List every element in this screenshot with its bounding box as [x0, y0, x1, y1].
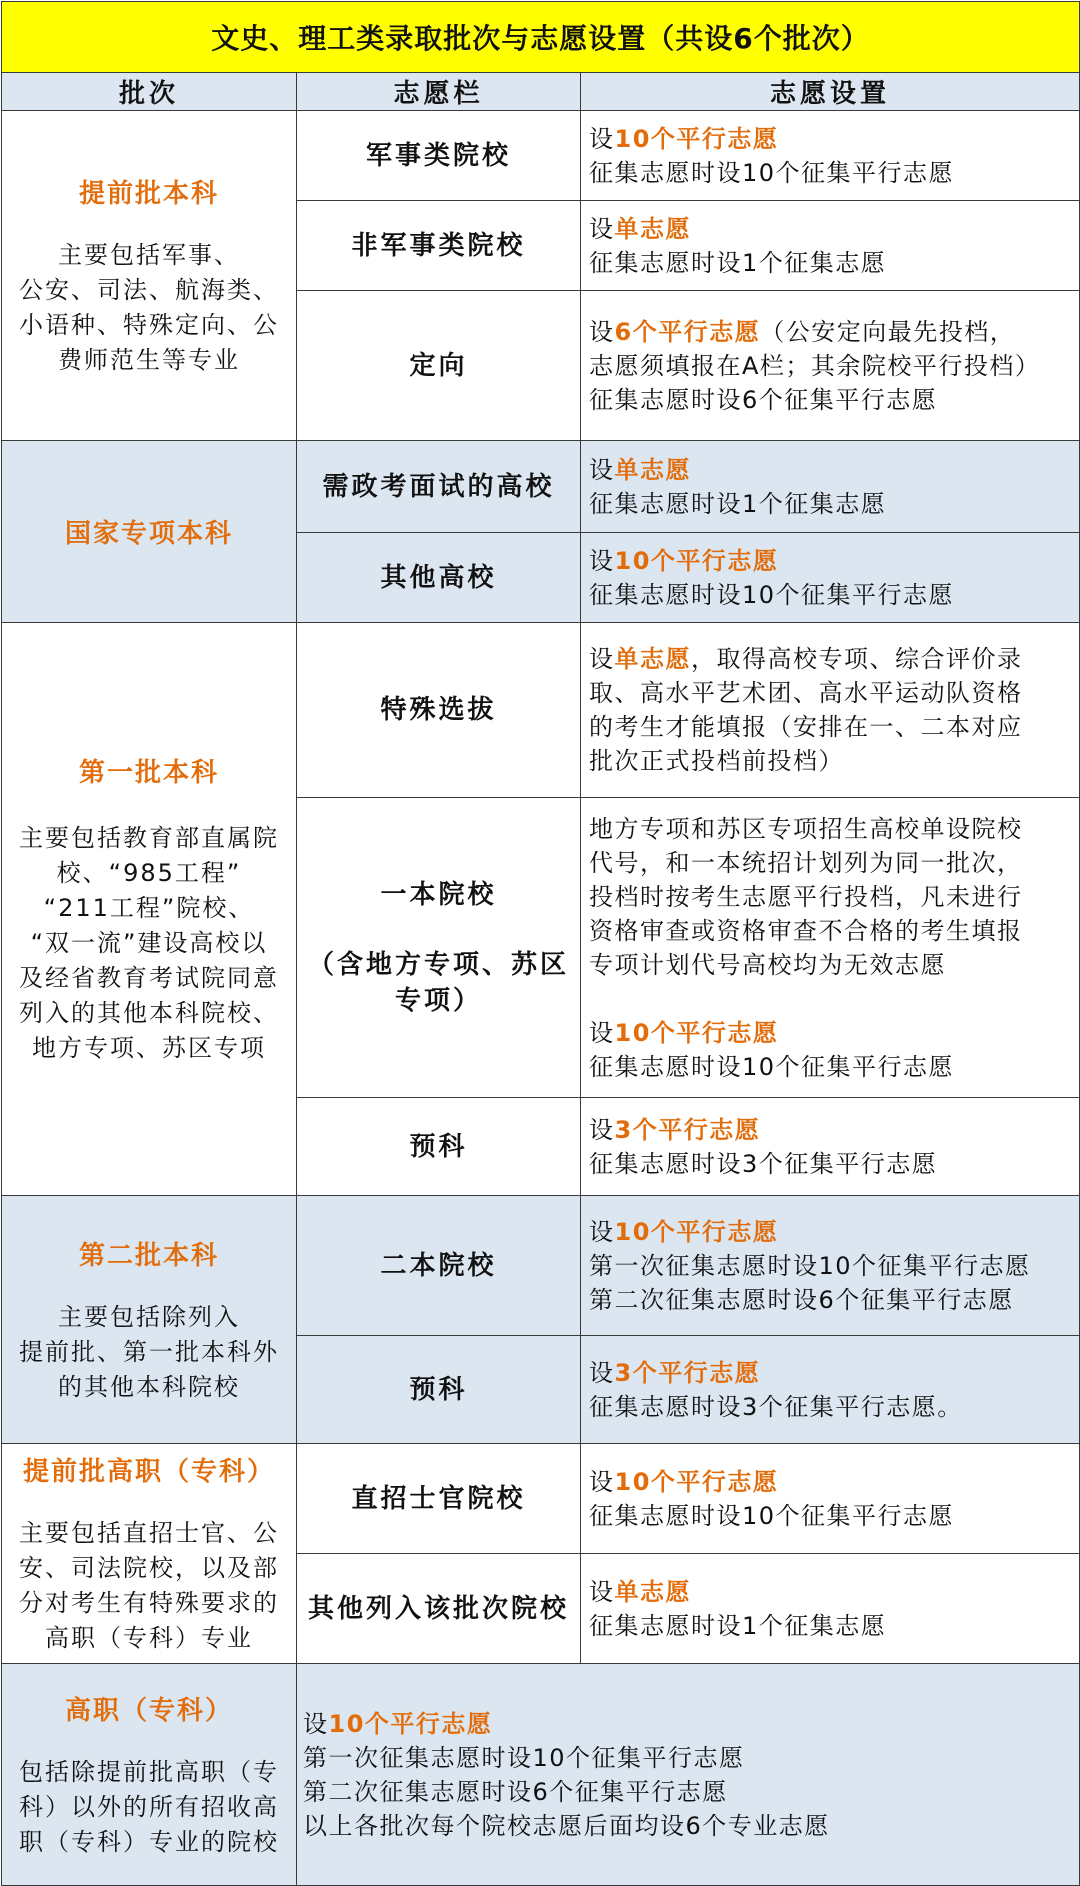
setting-sergeant: 设10个平行志愿 征集志愿时设10个征集平行志愿 [581, 1444, 1080, 1554]
column-erben: 二本院校 [297, 1196, 581, 1336]
batch-desc-line: 及经省教育考试院同意 [19, 964, 279, 992]
batch-name: 第一批本科 [78, 758, 219, 788]
setting-line: 征集志愿时设10个征集平行志愿 [589, 158, 955, 187]
setting-political-interview: 设单志愿 征集志愿时设1个征集志愿 [581, 441, 1080, 533]
column-other-listed: 其他列入该批次院校 [297, 1554, 581, 1664]
batch-name: 第二批本科 [78, 1240, 219, 1271]
setting-yiben: 地方专项和苏区专项招生高校单设院校 代号，和一本统招计划列为同一批次， 投档时按考生志愿平行投档，凡未进行 资格审查或资格审查不合格的考生填报 专项计划代号高校均为无效志愿 设10个平行志愿 征集志愿时设10个征集平行志愿 [581, 798, 1080, 1098]
setting-military: 设10个平行志愿 征集志愿时设10个征集平行志愿 [581, 111, 1080, 201]
column-yiben-sub: 专项） [394, 985, 482, 1016]
setting-line: 征集志愿时设3个征集平行志愿 [589, 1149, 938, 1178]
batch-desc-line: 职（专科）专业的院校 [19, 1827, 279, 1856]
header-column: 志愿栏 [297, 73, 581, 111]
header-batch: 批次 [2, 73, 297, 111]
column-yiben-sub: （含地方专项、苏区 [307, 949, 569, 980]
column-military: 军事类院校 [297, 111, 581, 201]
batch-desc [8, 1755, 290, 1860]
highlight-text: 3个平行志愿 [614, 1358, 761, 1387]
setting-line: 志愿须填报在A栏；其余院校平行投档） [589, 351, 1041, 380]
setting-line: 征集志愿时设10个征集平行志愿 [589, 580, 955, 609]
setting-line: 征集志愿时设6个征集平行志愿 [589, 385, 938, 414]
batch-desc-line: 地方专项、苏区专项 [32, 1034, 266, 1062]
batch-desc-line: 费师范生等专业 [58, 346, 240, 374]
setting-line: 征集志愿时设10个征集平行志愿 [589, 1052, 955, 1081]
setting-prep-second: 设3个平行志愿 征集志愿时设3个征集平行志愿。 [581, 1336, 1080, 1444]
batch-desc-line: 主要包括教育部直属院 [19, 824, 279, 852]
column-prep-second: 预科 [297, 1336, 581, 1444]
setting-line: 征集志愿时设10个征集平行志愿 [589, 1501, 955, 1530]
setting-line: 的考生才能填报（安排在一、二本对应 [589, 713, 1023, 741]
batch-desc-line: 校、“985工程” [56, 859, 242, 887]
column-political-interview: 需政考面试的高校 [297, 441, 581, 533]
batch-name: 提前批本科 [78, 179, 219, 209]
setting-line: 以上各批次每个院校志愿后面均设6个专业志愿 [303, 1811, 830, 1840]
batch-early-undergrad [2, 111, 297, 441]
setting-line: 代号，和一本统招计划列为同一批次， [589, 848, 1023, 877]
batch-desc-line: 分对考生有特殊要求的 [19, 1589, 279, 1617]
batch-desc-line: 列入的其他本科院校、 [19, 999, 279, 1027]
setting-prep-first: 设3个平行志愿 征集志愿时设3个征集平行志愿 [581, 1098, 1080, 1196]
setting-other-listed: 设单志愿 征集志愿时设1个征集志愿 [581, 1554, 1080, 1664]
batch-desc [8, 238, 290, 378]
setting-line: 第二次征集志愿时设6个征集平行志愿 [589, 1285, 1014, 1314]
batch-desc-line: 高职（专科）专业 [45, 1624, 253, 1652]
batch-desc [8, 821, 290, 1066]
highlight-text: 10个平行志愿 [614, 1018, 779, 1047]
highlight-text: 10个平行志愿 [614, 1467, 779, 1496]
setting-line: 第二次征集志愿时设6个征集平行志愿 [303, 1777, 728, 1806]
highlight-text: 单志愿 [614, 1577, 691, 1606]
batch-name: 国家专项本科 [64, 519, 233, 549]
setting-vocational: 设10个平行志愿 第一次征集志愿时设10个征集平行志愿 第二次征集志愿时设6个征集平行志愿 以上各批次每个院校志愿后面均设6个专业志愿 [297, 1664, 1080, 1886]
highlight-text: 单志愿 [614, 455, 691, 484]
setting-special-selection: 设单志愿，取得高校专项、综合评价录 取、高水平艺术团、高水平运动队资格 的考生才能填报（安排在一、二本对应 批次正式投档前投档） [581, 623, 1080, 798]
highlight-text: 3个平行志愿 [614, 1115, 761, 1144]
column-other-colleges: 其他高校 [297, 533, 581, 623]
setting-line: 征集志愿时设1个征集志愿 [589, 248, 887, 277]
setting-line: 第一次征集志愿时设10个征集平行志愿 [303, 1743, 745, 1772]
batch-desc-line: 科）以外的所有招收高 [19, 1792, 279, 1821]
batch-desc [8, 1300, 290, 1405]
highlight-text: 10个平行志愿 [328, 1709, 493, 1738]
batch-desc-line: 的其他本科院校 [58, 1372, 240, 1401]
setting-line: 征集志愿时设1个征集志愿 [589, 1611, 887, 1640]
batch-second-undergrad [2, 1196, 297, 1444]
highlight-text: 10个平行志愿 [614, 124, 779, 153]
setting-line: 第一次征集志愿时设10个征集平行志愿 [589, 1251, 1031, 1280]
batch-desc-line: 小语种、特殊定向、公 [19, 311, 279, 339]
admission-table [1, 1, 1080, 1886]
highlight-text: 10个平行志愿 [614, 1217, 779, 1246]
setting-other-colleges: 设10个平行志愿 征集志愿时设10个征集平行志愿 [581, 533, 1080, 623]
table-title: 文史、理工类录取批次与志愿设置（共设6个批次） [2, 2, 1080, 73]
batch-first-undergrad [2, 623, 297, 1196]
batch-desc-line: “双一流”建设高校以 [30, 929, 268, 957]
batch-desc-line: 提前批、第一批本科外 [19, 1337, 279, 1366]
setting-line: 资格审查或资格审查不合格的考生填报 [589, 916, 1023, 945]
setting-line: 地方专项和苏区专项招生高校单设院校 [589, 814, 1023, 843]
batch-name: 提前批高职（专科） [22, 1457, 275, 1487]
highlight-text: 单志愿 [614, 214, 691, 243]
setting-erben: 设10个平行志愿 第一次征集志愿时设10个征集平行志愿 第二次征集志愿时设6个征集平行志愿 [581, 1196, 1080, 1336]
batch-name: 高职（专科） [64, 1695, 233, 1726]
setting-line: 专项计划代号高校均为无效志愿 [589, 950, 946, 979]
batch-desc-line: 主要包括除列入 [58, 1302, 240, 1331]
batch-desc [8, 1516, 290, 1656]
column-directed: 定向 [297, 291, 581, 441]
batch-desc-line: 公安、司法、航海类、 [19, 276, 279, 304]
column-yiben [297, 798, 581, 1098]
setting-line: 征集志愿时设3个征集平行志愿。 [589, 1392, 963, 1421]
batch-early-vocational [2, 1444, 297, 1664]
batch-desc-line: 主要包括直招士官、公 [19, 1519, 279, 1547]
header-setting: 志愿设置 [581, 73, 1080, 111]
column-special-selection: 特殊选拔 [297, 623, 581, 798]
setting-line: 征集志愿时设1个征集志愿 [589, 489, 887, 518]
highlight-text: 单志愿 [614, 645, 691, 673]
setting-non-military: 设单志愿 征集志愿时设1个征集志愿 [581, 201, 1080, 291]
highlight-text: 6个平行志愿 [614, 317, 761, 346]
batch-desc-line: 包括除提前批高职（专 [19, 1757, 279, 1786]
batch-desc-line: 主要包括军事、 [58, 241, 240, 269]
highlight-text: 10个平行志愿 [614, 546, 779, 575]
column-prep-first: 预科 [297, 1098, 581, 1196]
batch-desc-line: “211工程”院校、 [43, 894, 255, 922]
setting-line: 投档时按考生志愿平行投档，凡未进行 [589, 882, 1023, 911]
column-sergeant: 直招士官院校 [297, 1444, 581, 1554]
setting-directed: 设6个平行志愿（公安定向最先投档， 志愿须填报在A栏；其余院校平行投档） 征集志愿时设6个征集平行志愿 [581, 291, 1080, 441]
column-yiben-label: 一本院校 [380, 879, 497, 910]
batch-desc-line: 安、司法院校，以及部 [19, 1554, 279, 1582]
column-non-military: 非军事类院校 [297, 201, 581, 291]
setting-line: 批次正式投档前投档） [589, 747, 844, 775]
batch-vocational [2, 1664, 297, 1886]
setting-line: 取、高水平艺术团、高水平运动队资格 [589, 679, 1023, 707]
batch-national-special [2, 441, 297, 623]
